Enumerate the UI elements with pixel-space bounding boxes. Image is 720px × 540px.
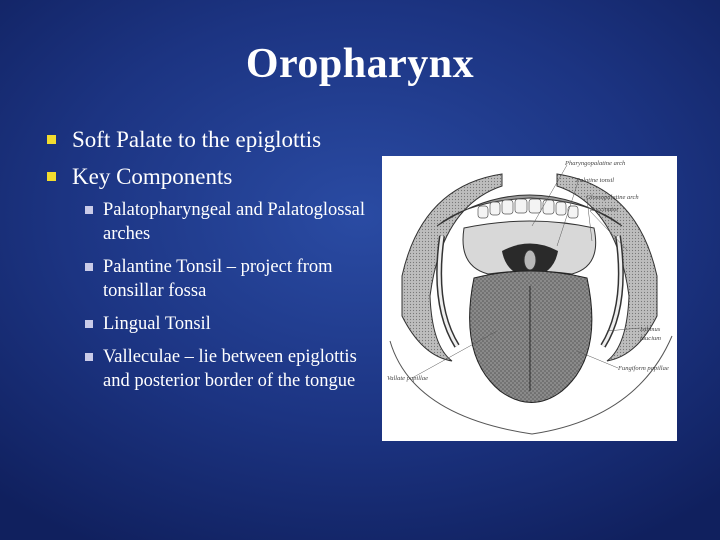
sub-bullet-text: Palantine Tonsil – project from tonsillar fossa — [103, 257, 333, 301]
mouth-anatomy-drawing — [382, 156, 677, 441]
label-glossopalatine-arch: Glossopalatine arch — [586, 194, 639, 201]
label-vallate-papillae: Vallate papillae — [387, 375, 428, 382]
bullet-item — [46, 163, 366, 393]
slide-title: Oropharynx — [245, 41, 475, 87]
sub-bullet-item — [82, 198, 373, 246]
square-sub-bullet-icon — [85, 353, 93, 361]
bullet-text: Key Components — [72, 164, 233, 189]
label-faucium: faucium — [640, 335, 661, 342]
sub-bullet-list — [82, 198, 366, 393]
oropharynx-illustration — [382, 156, 677, 441]
bullet-item — [46, 126, 366, 153]
label-palatine-tonsil: Palatine tonsil — [576, 177, 615, 184]
square-sub-bullet-icon — [85, 263, 93, 271]
sub-bullet-text: Lingual Tonsil — [103, 314, 211, 334]
label-isthmus: Isthmus — [640, 326, 661, 333]
tongue — [470, 271, 592, 403]
label-buccinator: Buccinator — [590, 206, 619, 213]
square-sub-bullet-icon — [85, 206, 93, 214]
uvula — [524, 250, 536, 270]
square-bullet-icon — [47, 172, 56, 181]
square-bullet-icon — [47, 135, 56, 144]
bullet-list — [46, 126, 366, 403]
sub-bullet-item — [82, 345, 373, 393]
sub-bullet-text: Valleculae – lie between epiglottis and posterior border of the tongue — [103, 347, 357, 391]
sub-bullet-text: Palatopharyngeal and Palatoglossal arches — [103, 200, 366, 244]
label-fungiform-papillae: Fungiform papillae — [618, 365, 669, 372]
upper-teeth — [478, 199, 578, 218]
square-sub-bullet-icon — [85, 320, 93, 328]
bullet-text: Soft Palate to the epiglottis — [72, 127, 322, 152]
label-pharyngopalatine-arch: Pharyngopalatine arch — [565, 160, 626, 167]
sub-bullet-item — [82, 255, 373, 303]
sub-bullet-item — [82, 312, 373, 336]
